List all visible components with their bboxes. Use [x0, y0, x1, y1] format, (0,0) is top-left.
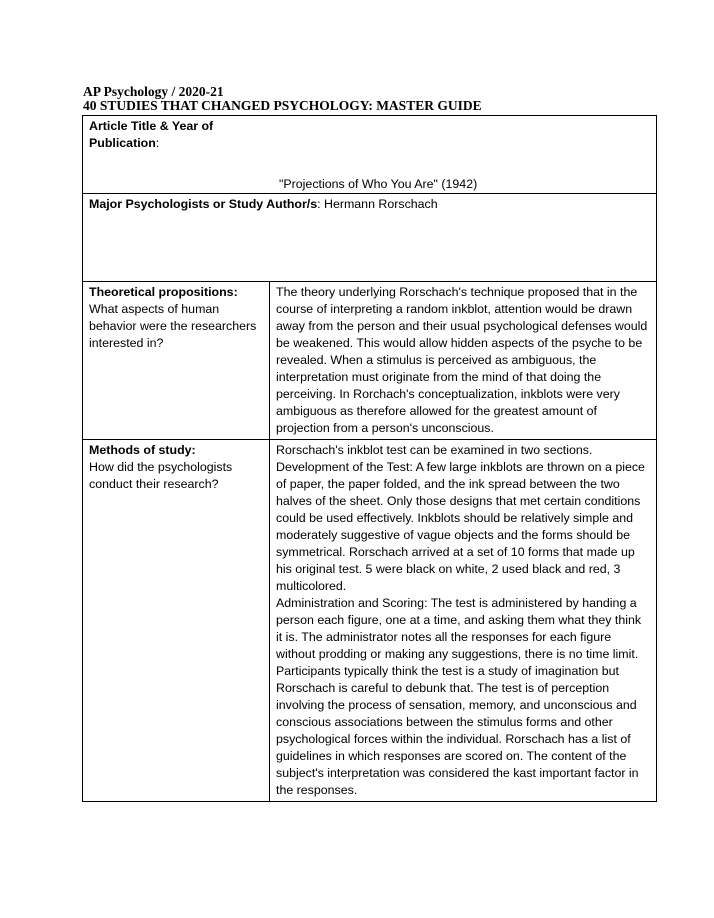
theoretical-answer-cell: [270, 282, 657, 440]
article-label-line2-wrap: [89, 135, 650, 152]
article-label-line2: Publication: [89, 136, 156, 150]
course-line: AP Psychology / 2020-21: [83, 84, 224, 99]
theoretical-label-cell: [83, 282, 270, 440]
study-guide-table: [82, 115, 657, 802]
methods-answer-cell: [270, 440, 657, 802]
guide-title: 40 STUDIES THAT CHANGED PSYCHOLOGY: MASTER GUIDE: [83, 98, 482, 113]
author-separator: :: [317, 197, 324, 211]
article-label-line1: Article Title & Year of: [89, 119, 214, 133]
methods-row: [83, 440, 657, 802]
document-header: [83, 85, 482, 113]
theoretical-answer: The theory underlying Rorschach's technique proposed that in the course of interpreting a random inkblot, attention would be drawn away from the person and their usual psychological defenses would be weakened. This would allow hidden aspects of the psyche to be revealed. When a stimulus is perceived as ambiguous, the interpretation must originate from the mind of that doing the perceiving. In Rorchach's conceptualization, inkblots were very ambiguous as therefore allowed for the greatest amount of projection from a person's unconscious.: [276, 285, 648, 435]
author-row: [83, 194, 657, 282]
theoretical-label: Theoretical propositions:: [89, 285, 238, 299]
author-value: Hermann Rorschach: [324, 197, 438, 211]
article-title-value: "Projections of Who You Are" (1942): [279, 177, 478, 191]
methods-label: Methods of study:: [89, 443, 196, 457]
author-label: Major Psychologists or Study Author/s: [89, 197, 318, 211]
author-cell: [83, 194, 657, 282]
methods-development: Development of the Test: A few large inkblots are thrown on a piece of paper, the paper folded, and the ink spread between the two halves of the sheet. Only those designs that met certain conditions could be used effectively. Inkblots should be relatively simple and moderately suggestive of vague objects and the forms should be symmetrical. Rorschach arrived at a set of 10 forms that made up his original test. 5 were black on white, 2 used black and red, 3 multicolored.: [276, 460, 645, 593]
article-label-suffix: :: [155, 136, 160, 150]
methods-question: How did the psychologists conduct their research?: [89, 460, 233, 491]
theoretical-question: What aspects of human behavior were the researchers interested in?: [89, 302, 257, 350]
article-cell: [83, 116, 657, 194]
methods-intro: Rorschach's inkblot test can be examined in two sections.: [276, 443, 593, 457]
theoretical-row: [83, 282, 657, 440]
methods-label-cell: [83, 440, 270, 802]
methods-administration: Administration and Scoring: The test is administered by handing a person each figure, one at a time, and asking them what they think it is. The administrator notes all the responses for each figure without prodding or making any suggestions, there is no time limit. Participants typically think the test is a study of imagination but Rorschach is careful to debunk that. The test is of perception involving the process of sensation, memory, and unconscious and conscious associations between the stimulus forms and other psychological forces within the individual. Rorschach has a list of guidelines in which responses are scored on. The content of the subject's interpretation was considered the kast important factor in the responses.: [276, 596, 642, 797]
article-row: [83, 116, 657, 194]
